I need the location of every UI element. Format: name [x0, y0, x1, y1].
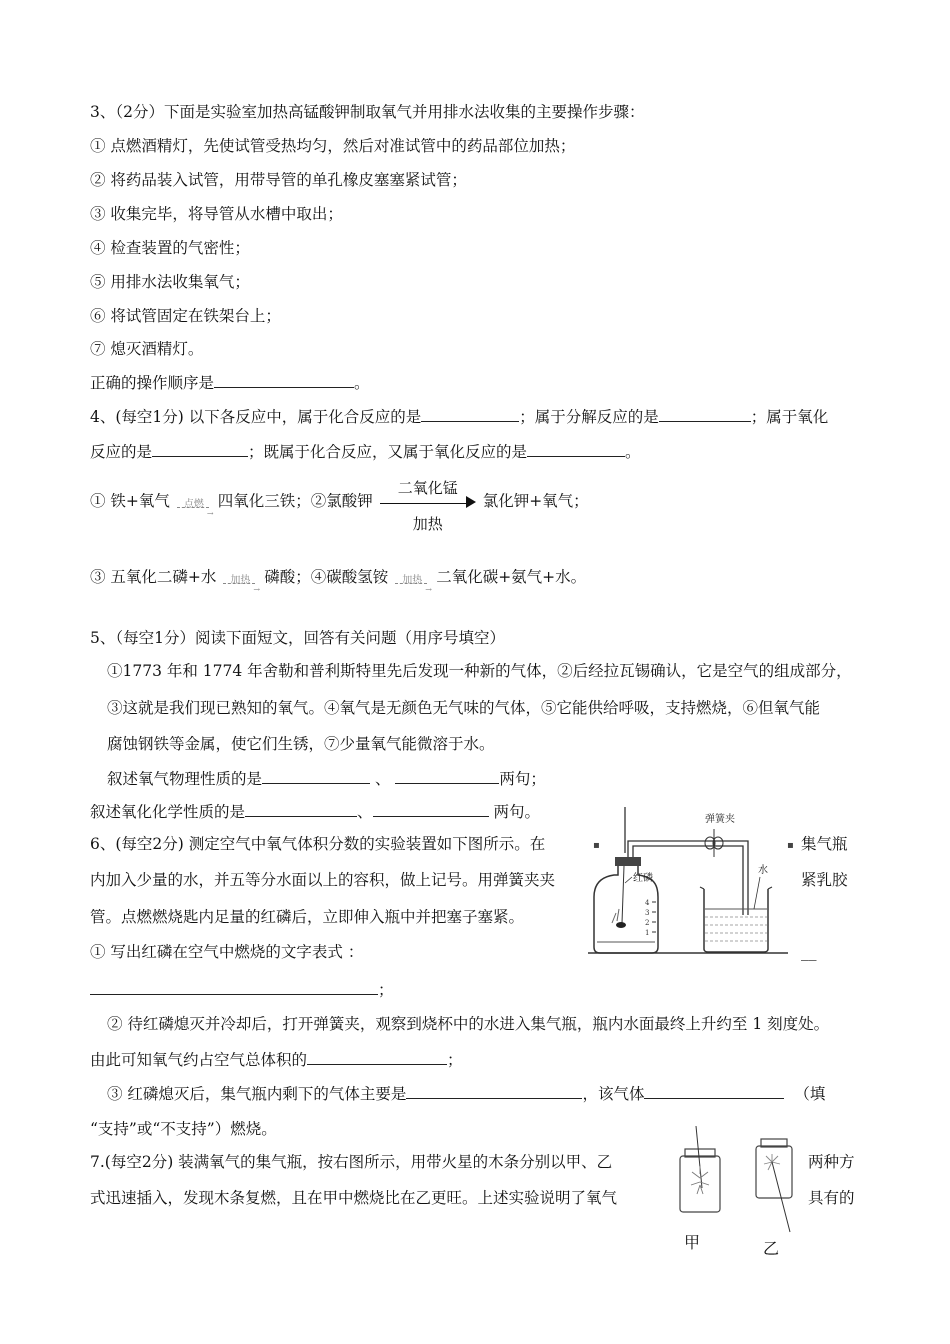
q4-blank-combination[interactable]	[421, 405, 519, 422]
q6-blank-fraction[interactable]	[307, 1048, 447, 1065]
q3-step-6: ⑥ 将试管固定在铁架台上；	[90, 307, 281, 325]
q4-r2-condition-top: 二氧化锰	[397, 479, 458, 497]
q6-line-6: ② 待红磷熄灭并冷却后，打开弹簧夹，观察到烧杯中的水进入集气瓶，瓶内水面最终上升约至 1 刻度处。	[107, 1015, 830, 1033]
q3-step-7: ⑦ 熄灭酒精灯。	[90, 340, 204, 358]
q3-step-2: ② 将药品装入试管，用带导管的单孔橡皮塞塞紧试管；	[90, 171, 467, 189]
q4-line2-b: ；既属于化合反应，又属于氧化反应的是	[248, 443, 528, 461]
q4-reactions-1-2	[90, 479, 589, 533]
q6-line-9: “支持”或“不支持”）燃烧。	[90, 1120, 277, 1138]
q4-line1-b: ；属于分解反应的是	[519, 408, 659, 426]
q4-blank-decomposition[interactable]	[659, 405, 751, 422]
q4-r3-arrow: 加热 →	[221, 567, 259, 589]
fig-label-phosphorus: 红磷	[633, 873, 653, 884]
q4-blank-oxidation[interactable]	[152, 440, 248, 457]
q5-answer-physical	[107, 767, 546, 790]
q5-a1-suffix: 两句；	[499, 770, 546, 788]
q6-line-5-suffix: ；	[378, 981, 394, 999]
q7-line-2-right: 具有的	[808, 1189, 855, 1207]
q5-a1-sep: 、	[374, 770, 391, 788]
q4-line2-c: 。	[625, 443, 641, 461]
q5-blank-chemical-1[interactable]	[245, 800, 357, 817]
q7-line-1-right: 两种方	[808, 1153, 855, 1171]
q6-line-7	[90, 1048, 463, 1071]
fig-label-b: 乙	[763, 1239, 780, 1258]
q4-r1-arrow: 点燃 →	[175, 491, 213, 513]
q6-line-1: 6、(每空2分) 测定空气中氧气体积分数的实验装置如下图所示。在	[90, 835, 546, 853]
q4-reactions-3-4	[90, 566, 587, 594]
q6-line-8	[107, 1082, 825, 1105]
q3-answer-blank[interactable]	[214, 371, 354, 388]
q4-r4-arrow: 加热 →	[393, 567, 431, 589]
q4-r4-condition: 加热	[402, 575, 423, 586]
q5-paragraph-1: ①1773 年和 1774 年舍勒和普利斯特里先后发现一种新的气体，②后经拉瓦锡确认，它是空气的组成部分，	[107, 662, 852, 680]
q4-blank-both[interactable]	[527, 440, 625, 457]
q6-line-7-suffix: ；	[447, 1051, 463, 1069]
q4-line1-a: 4、(每空1分) 以下各反应中，属于化合反应的是	[90, 408, 422, 426]
q6-line-8-suffix: （填	[794, 1085, 826, 1103]
q4-r1-condition: 点燃	[183, 499, 204, 510]
q6-line-2: 内加入少量的水，并五等分水面以上的容积，做上记号。用弹簧夹夹	[90, 871, 556, 889]
q5-a2-suffix: 两句。	[493, 803, 540, 821]
q3-answer-suffix: 。	[354, 374, 370, 392]
q3-step-5: ⑤ 用排水法收集氧气；	[90, 273, 250, 291]
q6-line-1-right: 集气瓶	[801, 835, 848, 853]
q4-r1-left: ① 铁+氧气	[90, 492, 170, 510]
q7-jar-figure	[660, 1122, 800, 1272]
fig-label-water: 水	[758, 865, 768, 876]
q6-line-7-prefix: 由此可知氧气约占空气总体积的	[90, 1051, 308, 1069]
q6-line-8-mid: ，该气体	[582, 1085, 645, 1103]
q4-r2-right: 氯化钾+氧气；	[482, 492, 589, 510]
q6-blank-remaining-gas[interactable]	[406, 1082, 582, 1099]
q4-r2-condition-bottom: 加热	[412, 515, 443, 533]
q6-line-8-prefix: ③ 红磷熄灭后，集气瓶内剩下的气体主要是	[107, 1085, 407, 1103]
q3-answer-prefix: 正确的操作顺序是	[90, 374, 215, 392]
q5-paragraph-3: 腐蚀钢铁等金属，使它们生锈，⑦少量氧气能微溶于水。	[107, 735, 495, 753]
q6-apparatus-figure	[588, 805, 788, 957]
q3-answer-line	[90, 371, 370, 394]
q6-line-2-right: 紧乳胶	[801, 871, 848, 889]
q5-a2-sep: 、	[357, 803, 373, 821]
q4-line1	[90, 405, 828, 428]
fig-scale-4: 4	[645, 899, 650, 907]
q4-r3-right: 磷酸；④碳酸氢铵	[264, 568, 389, 586]
fig-scale-2: 2	[645, 919, 650, 927]
q5-blank-physical-1[interactable]	[262, 767, 370, 784]
q6-blank-equation[interactable]	[90, 978, 378, 995]
q6-blank-support[interactable]	[644, 1082, 784, 1099]
q5-title: 5、（每空1分）阅读下面短文，回答有关问题（用序号填空）	[90, 629, 505, 647]
fig-scale-3: 3	[645, 909, 650, 917]
q3-step-3: ③ 收集完毕，将导管从水槽中取出；	[90, 205, 343, 223]
q6-equation-line	[90, 978, 394, 1001]
q3-step-4: ④ 检查装置的气密性；	[90, 239, 250, 257]
fig-label-a: 甲	[684, 1233, 701, 1252]
q4-r1-right: 四氧化三铁；②氯酸钾	[217, 492, 373, 510]
q7-line-1: 7.(每空2分) 装满氧气的集气瓶，按右图所示，用带火星的木条分别以甲、乙	[90, 1153, 613, 1171]
q5-a1-prefix: 叙述氧气物理性质的是	[107, 770, 263, 788]
q5-paragraph-2: ③这就是我们现已熟知的氧气。④氧气是无颜色无气味的气体，⑤它能供给呼吸，支持燃烧，⑥但氧气能	[107, 699, 821, 717]
q6-line-4-right: __	[801, 943, 817, 961]
q5-a2-prefix: 叙述氧化化学性质的是	[90, 803, 246, 821]
q4-r3-condition: 加热	[230, 575, 251, 586]
q6-line-4: ① 写出红磷在空气中燃烧的文字表式 ：	[90, 943, 364, 961]
q4-r3-left: ③ 五氧化二磷+水	[90, 568, 217, 586]
q4-r2-arrow	[378, 479, 478, 533]
q5-blank-chemical-2[interactable]	[373, 800, 489, 817]
q5-answer-chemical	[90, 800, 540, 823]
fig-label-clip: 弹簧夹	[705, 814, 735, 825]
fig-scale-1: 1	[645, 929, 650, 937]
q4-line2-a: 反应的是	[90, 443, 153, 461]
q3-step-1: ① 点燃酒精灯，先使试管受热均匀，然后对准试管中的药品部位加热；	[90, 137, 576, 155]
q3-title: 3、（2分）下面是实验室加热高锰酸钾制取氧气并用排水法收集的主要操作步骤：	[90, 103, 645, 121]
q7-line-2: 式迅速插入，发现木条复燃，且在甲中燃烧比在乙更旺。上述实验说明了氧气	[90, 1189, 618, 1207]
q4-line1-c: ；属于氧化	[750, 408, 829, 426]
q6-line-3: 管。点燃燃烧匙内足量的红磷后，立即伸入瓶中并把塞子塞紧。	[90, 908, 525, 926]
q4-r4-right: 二氧化碳+氨气+水。	[436, 568, 587, 586]
q4-line2	[90, 440, 641, 463]
q5-blank-physical-2[interactable]	[395, 767, 499, 784]
